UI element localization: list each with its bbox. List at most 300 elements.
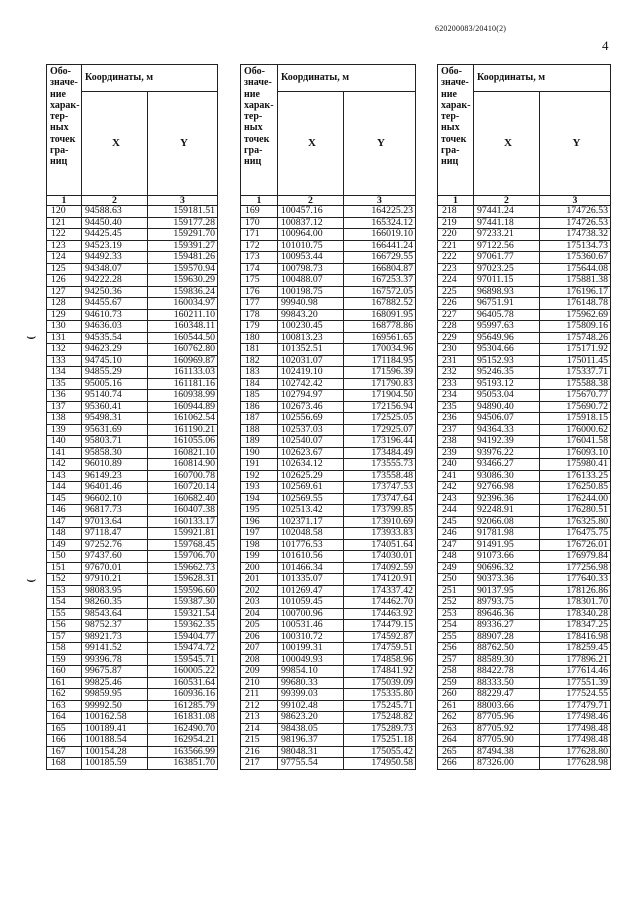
table-row [47, 597, 218, 609]
y-coordinate: 175039.09 [344, 677, 416, 689]
y-coordinate: 176475.75 [540, 528, 611, 540]
x-coordinate: 101059.45 [278, 597, 344, 609]
x-coordinate: 101335.07 [278, 574, 344, 586]
x-coordinate: 88003.66 [474, 700, 540, 712]
x-coordinate: 88589.30 [474, 654, 540, 666]
x-coordinate: 94623.29 [82, 344, 148, 356]
point-number: 151 [47, 562, 82, 574]
y-coordinate: 160211.10 [148, 309, 218, 321]
x-coordinate: 101269.47 [278, 585, 344, 597]
table-row [438, 344, 611, 356]
x-coordinate: 101776.53 [278, 539, 344, 551]
x-coordinate: 102513.42 [278, 505, 344, 517]
y-coordinate: 161285.79 [148, 700, 218, 712]
table-row [241, 470, 416, 482]
y-coordinate: 159545.71 [148, 654, 218, 666]
table-row [438, 723, 611, 735]
x-coordinate: 100953.44 [278, 252, 344, 264]
y-coordinate: 174726.53 [540, 217, 611, 229]
x-coordinate: 92248.91 [474, 505, 540, 517]
y-coordinate: 159404.77 [148, 631, 218, 643]
table-row [47, 620, 218, 632]
y-coordinate: 162954.21 [148, 735, 218, 747]
x-coordinate: 92396.36 [474, 493, 540, 505]
y-coordinate: 173484.49 [344, 447, 416, 459]
x-coordinate: 95631.69 [82, 424, 148, 436]
x-coordinate: 100049.93 [278, 654, 344, 666]
point-number: 249 [438, 562, 474, 574]
y-coordinate: 159387.30 [148, 597, 218, 609]
y-coordinate: 170034.96 [344, 344, 416, 356]
x-coordinate: 94745.10 [82, 355, 148, 367]
point-number: 127 [47, 286, 82, 298]
y-header: Y [148, 92, 218, 196]
y-coordinate: 177498.48 [540, 735, 611, 747]
y-coordinate: 161062.54 [148, 413, 218, 425]
point-number: 178 [241, 309, 278, 321]
point-number: 246 [438, 528, 474, 540]
x-coordinate: 98438.05 [278, 723, 344, 735]
y-coordinate: 160133.17 [148, 516, 218, 528]
y-coordinate: 175360.67 [540, 252, 611, 264]
y-coordinate: 159177.28 [148, 217, 218, 229]
y-coordinate: 173799.85 [344, 505, 416, 517]
point-number: 196 [241, 516, 278, 528]
x-coordinate: 97910.21 [82, 574, 148, 586]
point-number: 266 [438, 758, 474, 770]
y-coordinate: 159321.54 [148, 608, 218, 620]
x-coordinate: 101610.56 [278, 551, 344, 563]
x-coordinate: 95152.93 [474, 355, 540, 367]
point-number: 184 [241, 378, 278, 390]
point-number: 189 [241, 436, 278, 448]
table-row [438, 263, 611, 275]
x-coordinate: 102031.07 [278, 355, 344, 367]
table-row [241, 597, 416, 609]
point-number: 220 [438, 229, 474, 241]
table-row [438, 482, 611, 494]
x-coordinate: 98196.37 [278, 735, 344, 747]
table-row [241, 240, 416, 252]
x-coordinate: 98623.20 [278, 712, 344, 724]
point-number: 132 [47, 344, 82, 356]
x-coordinate: 96817.73 [82, 505, 148, 517]
y-coordinate: 178301.70 [540, 597, 611, 609]
x-coordinate: 100457.16 [278, 206, 344, 218]
table-row [241, 758, 416, 770]
point-number: 140 [47, 436, 82, 448]
point-number: 219 [438, 217, 474, 229]
table-row [241, 286, 416, 298]
y-coordinate: 171790.83 [344, 378, 416, 390]
x-coordinate: 100531.46 [278, 620, 344, 632]
y-coordinate: 174592.87 [344, 631, 416, 643]
y-coordinate: 160969.87 [148, 355, 218, 367]
coordinates-table-3 [437, 64, 611, 770]
y-coordinate: 159662.73 [148, 562, 218, 574]
y-coordinate: 176000.62 [540, 424, 611, 436]
x-coordinate: 100230.45 [278, 321, 344, 333]
x-coordinate: 94364.33 [474, 424, 540, 436]
point-number: 155 [47, 608, 82, 620]
table-row [47, 263, 218, 275]
designation-header: Обо-значе-ние харак-тер-ных точек гра-ниц [47, 65, 82, 196]
x-coordinate: 99396.78 [82, 654, 148, 666]
y-coordinate: 174950.58 [344, 758, 416, 770]
point-number: 228 [438, 321, 474, 333]
x-coordinate: 87494.38 [474, 746, 540, 758]
y-coordinate: 175644.08 [540, 263, 611, 275]
y-coordinate: 167882.52 [344, 298, 416, 310]
table-row [241, 447, 416, 459]
table-row [438, 562, 611, 574]
y-coordinate: 174337.42 [344, 585, 416, 597]
table-row [438, 539, 611, 551]
y-coordinate: 172156.94 [344, 401, 416, 413]
point-number: 158 [47, 643, 82, 655]
y-coordinate: 177628.98 [540, 758, 611, 770]
table-row [47, 424, 218, 436]
point-number: 233 [438, 378, 474, 390]
y-coordinate: 177498.48 [540, 723, 611, 735]
point-number: 252 [438, 597, 474, 609]
y-coordinate: 167572.05 [344, 286, 416, 298]
point-number: 193 [241, 482, 278, 494]
y-coordinate: 176148.78 [540, 298, 611, 310]
point-number: 161 [47, 677, 82, 689]
y-coordinate: 175171.92 [540, 344, 611, 356]
table-row [438, 574, 611, 586]
y-coordinate: 159181.51 [148, 206, 218, 218]
y-coordinate: 177551.39 [540, 677, 611, 689]
table-row [241, 436, 416, 448]
y-coordinate: 178126.86 [540, 585, 611, 597]
point-number: 197 [241, 528, 278, 540]
point-number: 247 [438, 539, 474, 551]
y-coordinate: 176196.17 [540, 286, 611, 298]
point-number: 224 [438, 275, 474, 287]
coordinates-header: Координаты, м [82, 65, 218, 92]
table-row [47, 447, 218, 459]
table-row [241, 367, 416, 379]
y-coordinate: 175980.41 [540, 459, 611, 471]
table-row [47, 390, 218, 402]
table-row [241, 562, 416, 574]
point-number: 126 [47, 275, 82, 287]
y-coordinate: 174759.51 [344, 643, 416, 655]
y-coordinate: 174462.70 [344, 597, 416, 609]
x-coordinate: 96751.91 [474, 298, 540, 310]
point-number: 131 [47, 332, 82, 344]
table-row [241, 608, 416, 620]
x-coordinate: 89646.36 [474, 608, 540, 620]
y-coordinate: 175011.45 [540, 355, 611, 367]
table-row [241, 654, 416, 666]
table-row [438, 459, 611, 471]
point-number: 157 [47, 631, 82, 643]
table-row [47, 459, 218, 471]
y-coordinate: 160720.14 [148, 482, 218, 494]
page-number: 4 [602, 38, 609, 53]
y-coordinate: 159706.70 [148, 551, 218, 563]
x-coordinate: 100964.00 [278, 229, 344, 241]
y-coordinate: 159836.24 [148, 286, 218, 298]
table-row [438, 505, 611, 517]
x-coordinate: 102623.67 [278, 447, 344, 459]
y-coordinate: 159570.94 [148, 263, 218, 275]
x-coordinate: 102673.46 [278, 401, 344, 413]
point-number: 243 [438, 493, 474, 505]
point-number: 214 [241, 723, 278, 735]
point-number: 244 [438, 505, 474, 517]
y-coordinate: 174726.53 [540, 206, 611, 218]
x-coordinate: 95649.96 [474, 332, 540, 344]
y-coordinate: 177256.98 [540, 562, 611, 574]
y-coordinate: 173555.73 [344, 459, 416, 471]
table-row [241, 677, 416, 689]
point-number: 136 [47, 390, 82, 402]
x-coordinate: 99992.50 [82, 700, 148, 712]
point-number: 143 [47, 470, 82, 482]
y-coordinate: 159362.35 [148, 620, 218, 632]
y-coordinate: 160005.22 [148, 666, 218, 678]
y-coordinate: 173196.44 [344, 436, 416, 448]
y-coordinate: 174841.92 [344, 666, 416, 678]
table-row [438, 401, 611, 413]
point-number: 235 [438, 401, 474, 413]
table-row [438, 516, 611, 528]
y-coordinate: 163566.99 [148, 746, 218, 758]
x-coordinate: 98543.64 [82, 608, 148, 620]
x-coordinate: 88333.50 [474, 677, 540, 689]
table-row [47, 643, 218, 655]
table-row [438, 597, 611, 609]
point-number: 239 [438, 447, 474, 459]
table-row [241, 424, 416, 436]
y-coordinate: 177640.33 [540, 574, 611, 586]
y-coordinate: 172925.07 [344, 424, 416, 436]
y-coordinate: 160814.90 [148, 459, 218, 471]
point-number: 191 [241, 459, 278, 471]
x-coordinate: 97441.24 [474, 206, 540, 218]
point-number: 129 [47, 309, 82, 321]
point-number: 139 [47, 424, 82, 436]
point-number: 159 [47, 654, 82, 666]
table-row [47, 528, 218, 540]
y-coordinate: 176325.80 [540, 516, 611, 528]
point-number: 164 [47, 712, 82, 724]
table-row [47, 355, 218, 367]
y-coordinate: 171596.39 [344, 367, 416, 379]
x-coordinate: 97233.21 [474, 229, 540, 241]
x-coordinate: 95140.74 [82, 390, 148, 402]
y-coordinate: 176133.25 [540, 470, 611, 482]
table-row [47, 516, 218, 528]
x-coordinate: 94192.39 [474, 436, 540, 448]
table-row [241, 229, 416, 241]
point-number: 144 [47, 482, 82, 494]
y-coordinate: 175134.73 [540, 240, 611, 252]
point-number: 149 [47, 539, 82, 551]
table-row [241, 401, 416, 413]
table-row [438, 758, 611, 770]
table-row [438, 551, 611, 563]
point-number: 256 [438, 643, 474, 655]
point-number: 134 [47, 367, 82, 379]
point-number: 216 [241, 746, 278, 758]
point-number: 138 [47, 413, 82, 425]
table-row [438, 735, 611, 747]
point-number: 227 [438, 309, 474, 321]
x-coordinate: 99825.46 [82, 677, 148, 689]
table-row [241, 344, 416, 356]
table-row [241, 298, 416, 310]
x-coordinate: 99675.87 [82, 666, 148, 678]
table-row [47, 654, 218, 666]
point-number: 160 [47, 666, 82, 678]
y-coordinate: 174120.91 [344, 574, 416, 586]
x-coordinate: 102569.55 [278, 493, 344, 505]
table-row [47, 217, 218, 229]
point-number: 173 [241, 252, 278, 264]
y-coordinate: 176041.58 [540, 436, 611, 448]
y-coordinate: 174092.59 [344, 562, 416, 574]
table-row [47, 332, 218, 344]
table-row [241, 666, 416, 678]
point-number: 263 [438, 723, 474, 735]
x-coordinate: 98083.95 [82, 585, 148, 597]
y-coordinate: 168778.86 [344, 321, 416, 333]
table-row [241, 746, 416, 758]
x-coordinate: 100813.23 [278, 332, 344, 344]
point-number: 236 [438, 413, 474, 425]
point-number: 130 [47, 321, 82, 333]
x-coordinate: 87705.96 [474, 712, 540, 724]
x-coordinate: 100310.72 [278, 631, 344, 643]
y-coordinate: 162490.70 [148, 723, 218, 735]
table-row [438, 712, 611, 724]
x-coordinate: 102048.58 [278, 528, 344, 540]
x-coordinate: 96898.93 [474, 286, 540, 298]
point-number: 262 [438, 712, 474, 724]
point-number: 167 [47, 746, 82, 758]
coordinates-header: Координаты, м [474, 65, 611, 92]
point-number: 170 [241, 217, 278, 229]
table-row [438, 700, 611, 712]
point-number: 177 [241, 298, 278, 310]
y-coordinate: 171184.95 [344, 355, 416, 367]
x-coordinate: 100154.28 [82, 746, 148, 758]
table-row [47, 677, 218, 689]
x-coordinate: 99399.03 [278, 689, 344, 701]
y-coordinate: 173747.53 [344, 482, 416, 494]
table-row [241, 723, 416, 735]
table-row [47, 206, 218, 218]
point-number: 141 [47, 447, 82, 459]
point-number: 264 [438, 735, 474, 747]
table-row [47, 482, 218, 494]
point-number: 265 [438, 746, 474, 758]
x-coordinate: 94506.07 [474, 413, 540, 425]
y-coordinate: 166804.87 [344, 263, 416, 275]
table-row [438, 689, 611, 701]
table-row [438, 367, 611, 379]
table-row [438, 252, 611, 264]
point-number: 261 [438, 700, 474, 712]
x-coordinate: 95498.31 [82, 413, 148, 425]
x-coordinate: 97118.47 [82, 528, 148, 540]
y-coordinate: 176093.10 [540, 447, 611, 459]
table-row [438, 493, 611, 505]
table-row [47, 539, 218, 551]
y-header: Y [344, 92, 416, 196]
x-coordinate: 102742.42 [278, 378, 344, 390]
table-row [241, 355, 416, 367]
y-coordinate: 160034.97 [148, 298, 218, 310]
x-coordinate: 94222.28 [82, 275, 148, 287]
point-number: 207 [241, 643, 278, 655]
point-number: 253 [438, 608, 474, 620]
y-coordinate: 160531.64 [148, 677, 218, 689]
table-row [47, 240, 218, 252]
x-coordinate: 99859.95 [82, 689, 148, 701]
x-coordinate: 97755.54 [278, 758, 344, 770]
x-coordinate: 100488.07 [278, 275, 344, 287]
table-row [438, 206, 611, 218]
table-row [47, 367, 218, 379]
point-number: 254 [438, 620, 474, 632]
y-coordinate: 174051.64 [344, 539, 416, 551]
y-coordinate: 175881.38 [540, 275, 611, 287]
point-number: 194 [241, 493, 278, 505]
point-number: 223 [438, 263, 474, 275]
column-number: 1 [47, 196, 82, 206]
table-row [47, 723, 218, 735]
y-coordinate: 175245.71 [344, 700, 416, 712]
coordinates-table-1 [46, 64, 218, 770]
point-number: 175 [241, 275, 278, 287]
x-coordinate: 97441.18 [474, 217, 540, 229]
table-row [438, 654, 611, 666]
table-row [47, 298, 218, 310]
x-coordinate: 95304.66 [474, 344, 540, 356]
table-row [438, 275, 611, 287]
point-number: 190 [241, 447, 278, 459]
y-coordinate: 168091.95 [344, 309, 416, 321]
x-coordinate: 100162.58 [82, 712, 148, 724]
y-coordinate: 167253.37 [344, 275, 416, 287]
table-row [438, 447, 611, 459]
x-coordinate: 102556.69 [278, 413, 344, 425]
y-coordinate: 159481.26 [148, 252, 218, 264]
point-number: 154 [47, 597, 82, 609]
y-coordinate: 175690.72 [540, 401, 611, 413]
designation-header: Обо-значе-ние харак-тер-ных точек гра-ниц [438, 65, 474, 196]
table-row [241, 206, 416, 218]
x-coordinate: 102634.12 [278, 459, 344, 471]
table-row [47, 562, 218, 574]
x-coordinate: 100189.41 [82, 723, 148, 735]
table-row [241, 689, 416, 701]
table-row [47, 493, 218, 505]
x-header: X [278, 92, 344, 196]
point-number: 156 [47, 620, 82, 632]
y-coordinate: 161133.03 [148, 367, 218, 379]
x-coordinate: 94636.03 [82, 321, 148, 333]
point-number: 240 [438, 459, 474, 471]
y-coordinate: 175809.16 [540, 321, 611, 333]
y-coordinate: 166441.24 [344, 240, 416, 252]
